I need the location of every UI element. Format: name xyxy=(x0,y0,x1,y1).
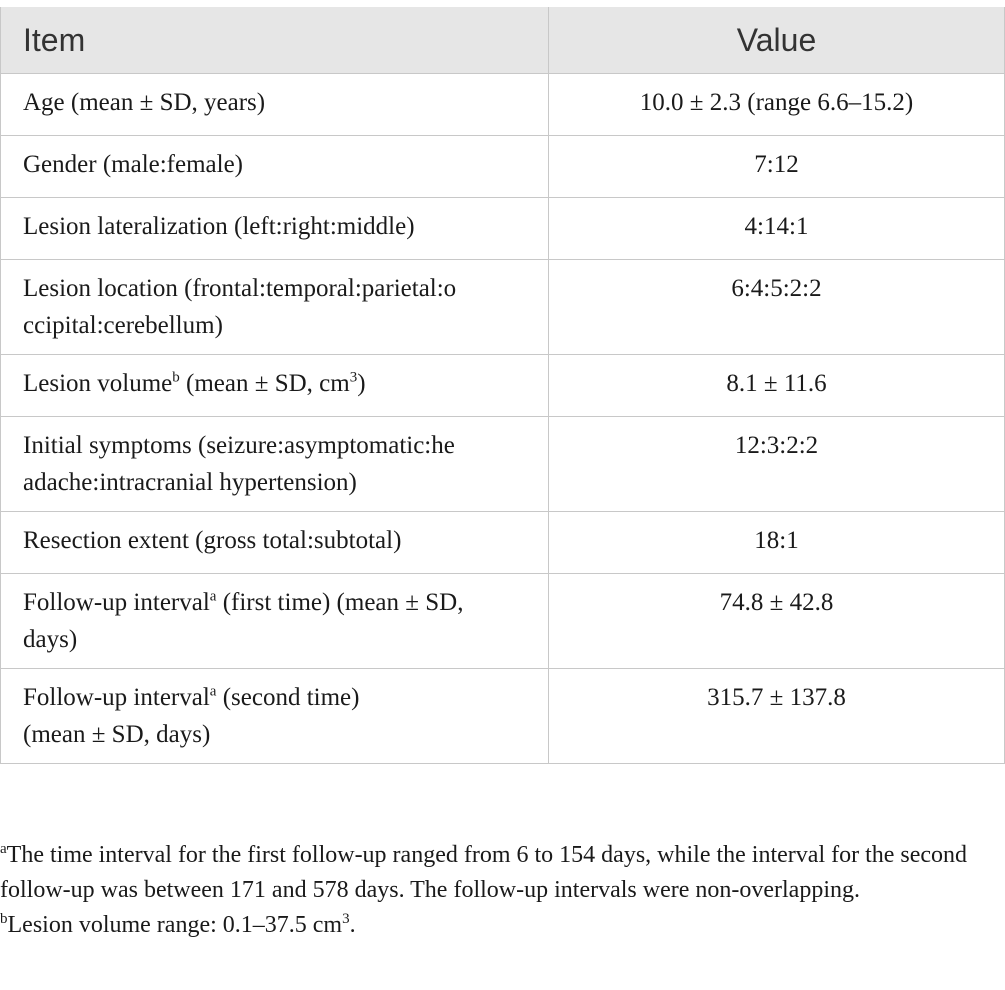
row-item-text-line2: adache:intracranial hypertension) xyxy=(23,469,357,496)
row-item xyxy=(1,417,549,512)
row-item-text-cont: (second time) xyxy=(216,684,360,711)
characteristics-table xyxy=(0,7,1005,764)
row-item xyxy=(1,669,549,764)
header-item: Item xyxy=(1,7,549,74)
row-item-text-line2: ccipital:cerebellum) xyxy=(23,312,223,339)
row-item xyxy=(1,574,549,669)
row-item-text-cont: (first time) (mean ± SD, xyxy=(216,589,464,616)
row-item xyxy=(1,260,549,355)
table-row-follow-up-second xyxy=(1,669,1005,764)
row-item-text: Follow-up interval xyxy=(23,589,210,616)
header-value: Value xyxy=(549,7,1005,74)
row-item xyxy=(1,136,549,198)
footnote-ref-b: b xyxy=(172,369,180,386)
row-item-text: Age (mean ± SD, years) xyxy=(23,89,266,116)
footnote-b xyxy=(0,908,1004,943)
row-item xyxy=(1,512,549,574)
row-item xyxy=(1,198,549,260)
row-item-text-end: ) xyxy=(357,370,366,397)
row-value: 8.1 ± 11.6 xyxy=(549,355,1005,417)
row-item xyxy=(1,355,549,417)
footnote-b-text: Lesion volume range: 0.1–37.5 cm xyxy=(7,912,343,938)
footnote-marker-a: a xyxy=(0,841,7,857)
unit-superscript: 3 xyxy=(349,369,358,386)
row-value: 74.8 ± 42.8 xyxy=(549,574,1005,669)
table-row-age xyxy=(1,74,1005,136)
row-value: 4:14:1 xyxy=(549,198,1005,260)
row-item xyxy=(1,74,549,136)
table-row-follow-up-first xyxy=(1,574,1005,669)
row-item-text: Resection extent (gross total:subtotal) xyxy=(23,527,402,554)
table-row-gender xyxy=(1,136,1005,198)
row-value: 18:1 xyxy=(549,512,1005,574)
row-item-text: Gender (male:female) xyxy=(23,151,244,178)
row-item-text-cont: (mean ± SD, cm xyxy=(179,370,350,397)
row-item-text-line2: (mean ± SD, days) xyxy=(23,721,211,748)
row-value: 6:4:5:2:2 xyxy=(549,260,1005,355)
row-value: 10.0 ± 2.3 (range 6.6–15.2) xyxy=(549,74,1005,136)
footnote-ref-a: a xyxy=(209,683,217,700)
row-item-text: Lesion location (frontal:temporal:parietal:o xyxy=(23,275,457,302)
table-row-initial-symptoms xyxy=(1,417,1005,512)
row-item-text-line2: days) xyxy=(23,626,78,653)
row-item-text: Lesion lateralization (left:right:middle) xyxy=(23,213,415,240)
row-item-text: Initial symptoms (seizure:asymptomatic:he xyxy=(23,432,455,459)
row-value: 12:3:2:2 xyxy=(549,417,1005,512)
row-value: 315.7 ± 137.8 xyxy=(549,669,1005,764)
footnote-a-text: The time interval for the first follow-up ranged from 6 to 154 days, while the interval for the second follow-up was between 171 and 578 days. The follow-up intervals were non-overlapping. xyxy=(0,842,968,903)
unit-superscript: 3 xyxy=(342,911,350,927)
footnote-a xyxy=(0,838,1004,908)
footnote-ref-a: a xyxy=(209,588,217,605)
footnote-b-end: . xyxy=(349,912,356,938)
table-row-lesion-volume xyxy=(1,355,1005,417)
row-item-text: Lesion volume xyxy=(23,370,173,397)
table-row-lesion-lateralization xyxy=(1,198,1005,260)
footnote-marker-b: b xyxy=(0,911,8,927)
table-row-resection-extent xyxy=(1,512,1005,574)
row-item-text: Follow-up interval xyxy=(23,684,210,711)
header-row xyxy=(1,7,1005,74)
table-row-lesion-location xyxy=(1,260,1005,355)
row-value: 7:12 xyxy=(549,136,1005,198)
footnotes xyxy=(0,838,1004,943)
